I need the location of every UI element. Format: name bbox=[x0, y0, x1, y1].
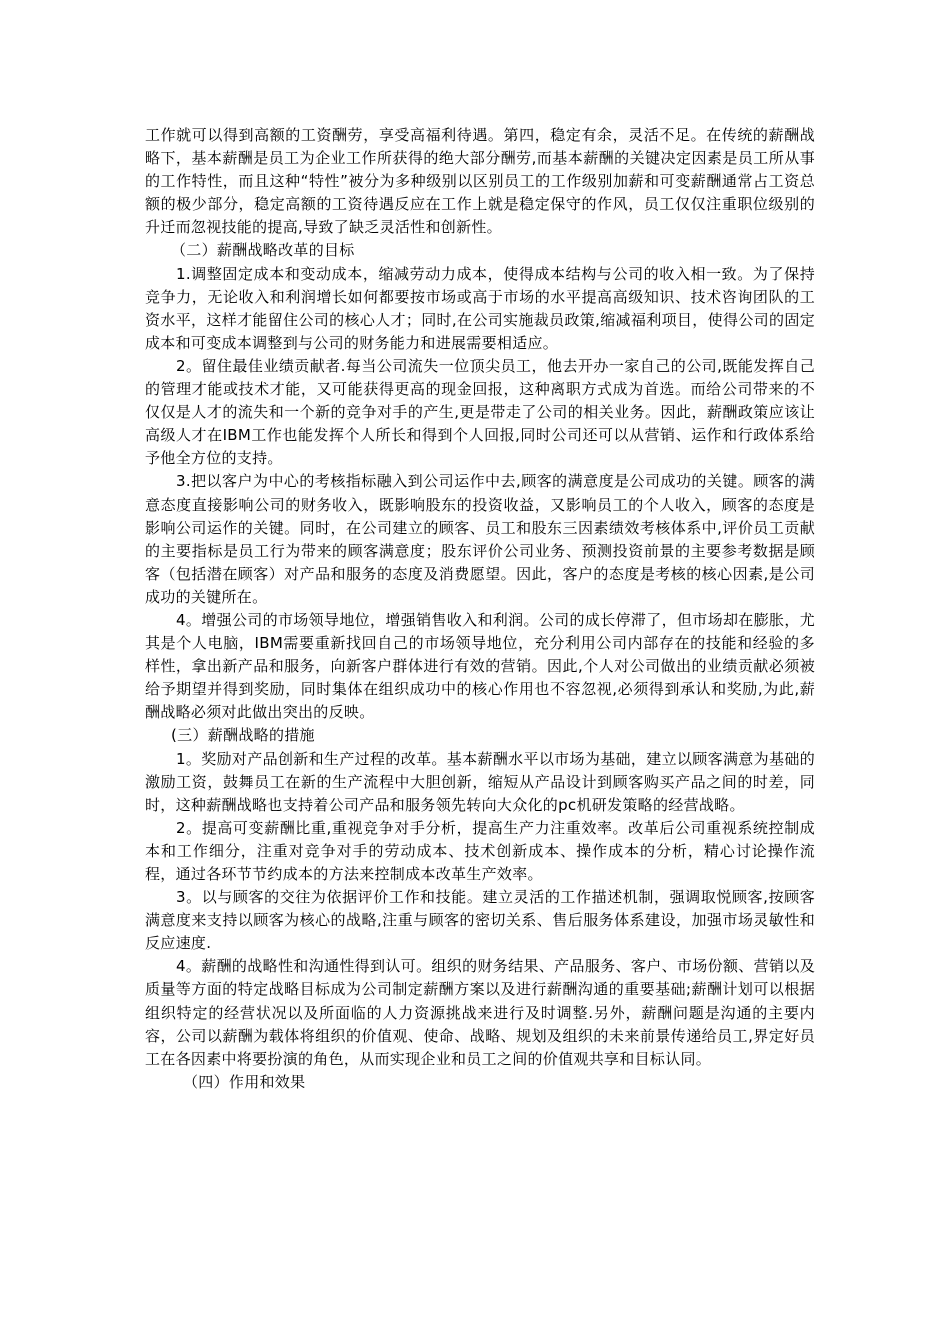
section-heading: （四）作用和效果 bbox=[183, 1072, 306, 1091]
section-heading: (三）薪酬战略的措施 bbox=[171, 726, 315, 745]
body-paragraph: 2。留住最佳业绩贡献者.每当公司流失一位顶尖员工，他去开办一家自己的公司,既能发挥自己的管理才能或技术才能，又可能获得更高的现金回报，这种离职方式成为首选。而给公司带来的不仅仅是人才的流失和一个新的竞争对手的产生,更是带走了公司的相关业务。因此，薪酬政策应该让高级人才在IBM工作也能发挥个人所长和得到个人回报,同时公司还可以从营销、运作和行政体系给予他全方位的支持。 bbox=[145, 356, 815, 468]
body-paragraph: 2。提高可变薪酬比重,重视竞争对手分析，提高生产力注重效率。改革后公司重视系统控制成本和工作细分，注重对竞争对手的劳动成本、技术创新成本、操作成本的分析，精心讨论操作流程，通过各环节节约成本的方法来控制成本改革生产效率。 bbox=[145, 818, 815, 883]
body-paragraph: 3.把以客户为中心的考核指标融入到公司运作中去,顾客的满意度是公司成功的关键。顾客的满意态度直接影响公司的财务收入，既影响股东的投资收益，又影响员工的个人收入，顾客的态度是影响公司运作的关键。同时，在公司建立的顾客、员工和股东三因素绩效考核体系中,评价员工贡献的主要指标是员工行为带来的顾客满意度；股东评价公司业务、预测投资前景的主要参考数据是顾客（包括潜在顾客）对产品和服务的态度及消费愿望。因此，客户的态度是考核的核心因素,是公司成功的关键所在。 bbox=[145, 472, 815, 606]
body-paragraph: 3。以与顾客的交往为依据评价工作和技能。建立灵活的工作描述机制，强调取悦顾客,按顾客满意度来支持以顾客为核心的战略,注重与顾客的密切关系、售后服务体系建设，加强市场灵敏性和反应速度. bbox=[145, 888, 815, 953]
body-paragraph: 1.调整固定成本和变动成本，缩减劳动力成本，使得成本结构与公司的收入相一致。为了保持竞争力，无论收入和利润增长如何都要按市场或高于市场的水平提高高级知识、技术咨询团队的工资水平，这样才能留住公司的核心人才；同时,在公司实施裁员政策,缩减福利项目，使得公司的固定成本和可变成本调整到与公司的财务能力和进展需要相适应。 bbox=[145, 264, 815, 352]
section-heading: （二）薪酬战略改革的目标 bbox=[171, 241, 355, 260]
body-paragraph: 1。奖励对产品创新和生产过程的改革。基本薪酬水平以市场为基础，建立以顾客满意为基础的激励工资，鼓舞员工在新的生产流程中大胆创新，缩短从产品设计到顾客购买产品之间的时差，同时，这种薪酬战略也支持着公司产品和服务领先转向大众化的pc机研发策略的经营战略。 bbox=[145, 749, 815, 814]
body-paragraph: 4。增强公司的市场领导地位，增强销售收入和利润。公司的成长停滞了，但市场却在膨胀，尤其是个人电脑，IBM需要重新找回自己的市场领导地位，充分利用公司内部存在的技能和经验的多样性，拿出新产品和服务，向新客户群体进行有效的营销。因此,个人对公司做出的业绩贡献必须被给予期望并得到奖励，同时集体在组织成功中的核心作用也不容忽视,必须得到承认和奖励,为此,薪酬战略必须对此做出突出的反映。 bbox=[145, 610, 815, 722]
document-page bbox=[145, 124, 815, 1094]
body-paragraph: 4。薪酬的战略性和沟通性得到认可。组织的财务结果、产品服务、客户、市场份额、营销以及质量等方面的特定战略目标成为公司制定薪酬方案以及进行薪酬沟通的重要基础;薪酬计划可以根据组织特定的经营状况以及所面临的人力资源挑战来进行及时调整.另外，薪酬问题是沟通的主要内容，公司以薪酬为载体将组织的价值观、使命、战略、规划及组织的未来前景传递给员工,界定好员工在各因素中将要扮演的角色，从而实现企业和员工之间的价值观共享和目标认同。 bbox=[145, 957, 815, 1068]
body-paragraph: 工作就可以得到高额的工资酬劳，享受高福利待遇。第四，稳定有余，灵活不足。在传统的薪酬战略下，基本薪酬是员工为企业工作所获得的绝大部分酬劳,而基本薪酬的关键决定因素是员工所从事的工作特性，而且这种“特性”被分为多种级别以区别员工的工作级别加薪和可变薪酬通常占工资总额的极少部分，稳定高额的工资待遇反应在工作上就是稳定保守的作风，员工仅仅注重职位级别的升迁而忽视技能的提高,导致了缺乏灵活性和创新性。 bbox=[145, 126, 815, 237]
